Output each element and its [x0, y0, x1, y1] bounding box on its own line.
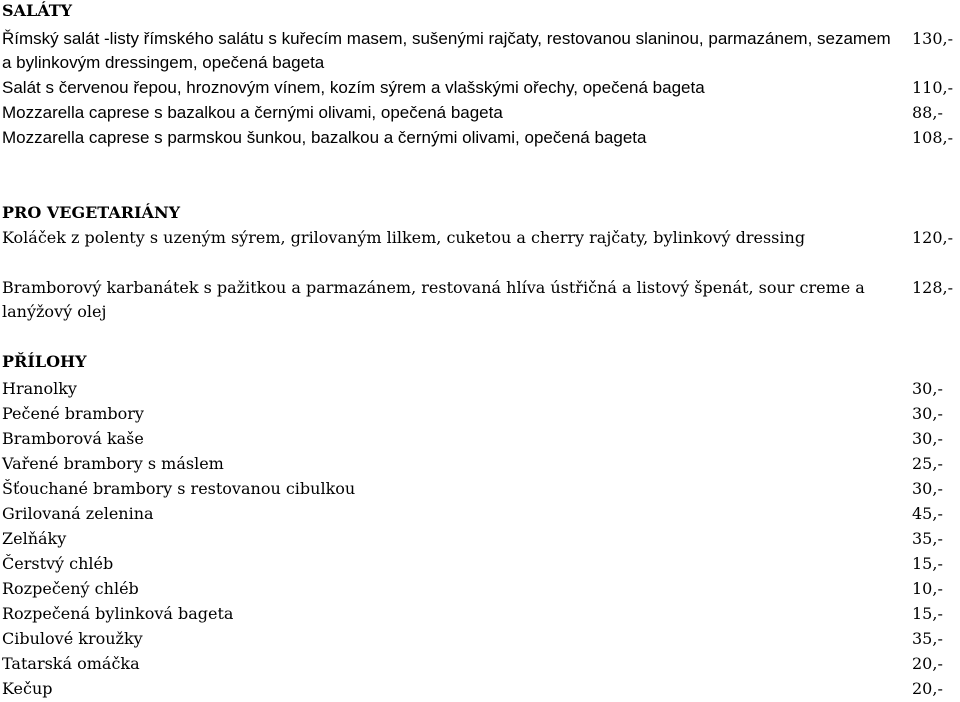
menu-item: [2, 27, 958, 75]
section-title-vegetarian: PRO VEGETARIÁNY: [2, 203, 180, 222]
section-title-salads: SALÁTY: [2, 1, 73, 20]
menu-item: [2, 276, 958, 324]
menu-item: [2, 651, 958, 676]
item-price: 25,-: [912, 454, 943, 473]
item-name: Tatarská omáčka: [2, 654, 140, 673]
item-price: 110,-: [912, 78, 954, 97]
item-price: 35,-: [912, 529, 943, 548]
menu-item: [2, 576, 958, 601]
item-price: 15,-: [912, 554, 943, 573]
item-price: 120,-: [912, 228, 954, 247]
menu-item: [2, 101, 958, 125]
item-name: Vařené brambory s máslem: [2, 454, 224, 473]
item-price: 35,-: [912, 629, 943, 648]
menu-item: [2, 451, 958, 476]
item-name: Čerstvý chléb: [2, 554, 114, 573]
item-name: Mozzarella caprese s parmskou šunkou, bazalkou a černými olivami, opečená bageta: [2, 128, 647, 147]
menu-item: [2, 376, 958, 401]
item-price: 45,-: [912, 504, 943, 523]
item-price: 30,-: [912, 479, 943, 498]
menu-item: [2, 76, 958, 100]
item-name: Bramborová kaše: [2, 429, 144, 448]
menu-item: [2, 601, 958, 626]
item-price: 10,-: [912, 579, 943, 598]
item-name: Mozzarella caprese s bazalkou a černými olivami, opečená bageta: [2, 103, 503, 122]
item-name: Pečené brambory: [2, 404, 144, 423]
menu-item: [2, 551, 958, 576]
item-name: Rozpečený chléb: [2, 579, 139, 598]
menu-item: [2, 476, 958, 501]
item-price: 130,-: [912, 29, 954, 48]
section-title-sides: PŘÍLOHY: [2, 352, 87, 371]
item-name: Salát s červenou řepou, hroznovým vínem, kozím sýrem a vlašskými ořechy, opečená bageta: [2, 78, 705, 97]
item-name: Římský salát -listy římského salátu s kuřecím masem, sušenými rajčaty, restovanou slaninou, parmazánem, sezamem a bylinkovým dressingem, opečená bageta: [2, 29, 891, 72]
item-price: 30,-: [912, 429, 943, 448]
item-price: 30,-: [912, 404, 943, 423]
item-price: 30,-: [912, 379, 943, 398]
menu-item: [2, 626, 958, 651]
item-price: 128,-: [912, 278, 954, 297]
item-name: Zelňáky: [2, 529, 67, 548]
menu-item: [2, 126, 958, 150]
item-price: 20,-: [912, 679, 943, 698]
item-price: 20,-: [912, 654, 943, 673]
menu-item: [2, 426, 958, 451]
item-name: Hranolky: [2, 379, 77, 398]
item-price: 88,-: [912, 103, 943, 122]
item-name: Koláček z polenty s uzeným sýrem, grilovaným lilkem, cuketou a cherry rajčaty, bylinkový dressing: [2, 228, 806, 247]
item-name: Kečup: [2, 679, 53, 698]
item-price: 108,-: [912, 128, 954, 147]
menu-item: [2, 501, 958, 526]
item-name: Grilovaná zelenina: [2, 504, 154, 523]
item-name: Šťouchané brambory s restovanou cibulkou: [2, 479, 356, 498]
item-name: Rozpečená bylinková bageta: [2, 604, 234, 623]
menu-item: [2, 401, 958, 426]
item-name: Cibulové kroužky: [2, 629, 143, 648]
item-price: 15,-: [912, 604, 943, 623]
item-name: Bramborový karbanátek s pažitkou a parmazánem, restovaná hlíva ústřičná a listový špenát, sour creme a lanýžový olej: [2, 278, 865, 321]
menu-item: [2, 526, 958, 551]
menu-item: [2, 226, 958, 274]
menu-item: [2, 676, 958, 701]
